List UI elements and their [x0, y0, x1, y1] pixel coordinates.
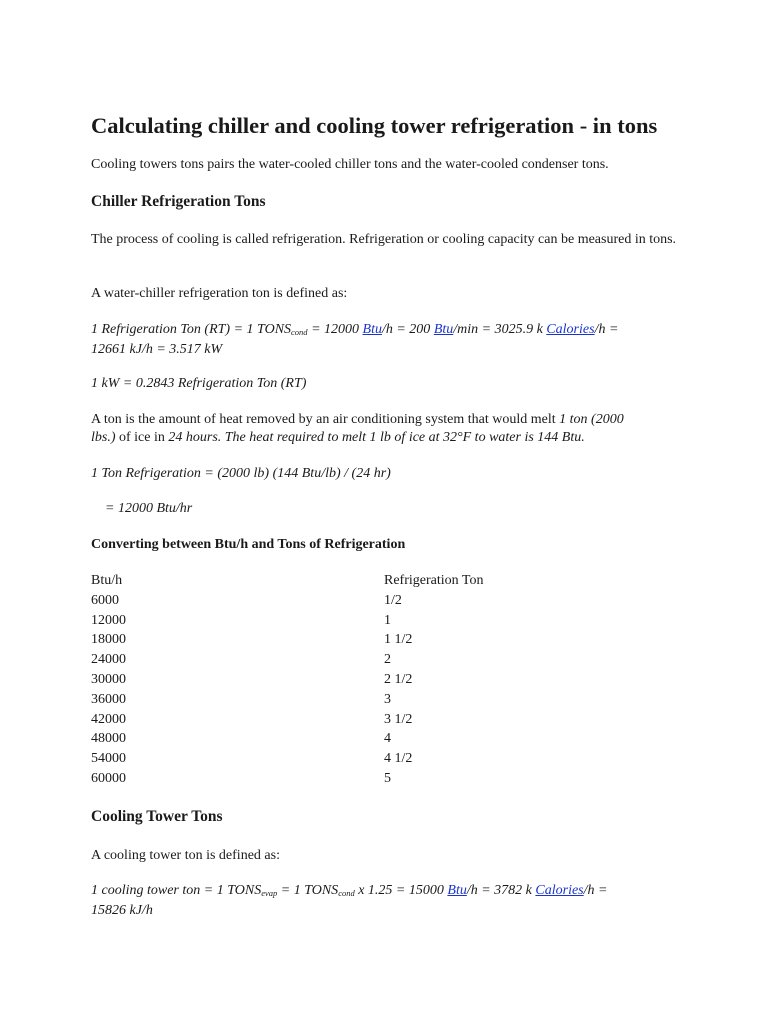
eq5-part-e: /h = — [583, 883, 608, 898]
btu-cell: 60000 — [91, 770, 126, 786]
btu-link[interactable]: Btu — [362, 322, 382, 337]
eq5-part-b: = 1 TONS — [277, 883, 339, 898]
btu-link[interactable]: Btu — [433, 322, 454, 337]
cooling-tower-definition-intro: A cooling tower ton is defined as: — [91, 848, 280, 863]
eq1-part-f: 12661 kJ/h = 3.517 kW — [91, 342, 223, 357]
eq1-part-e: /h = — [594, 322, 619, 337]
refrigeration-ton-equation — [91, 321, 681, 359]
cooling-tower-ton-equation — [91, 882, 681, 920]
eq5-part-f: 15826 kJ/h — [91, 903, 153, 918]
intro-paragraph: Cooling towers tons pairs the water-cooled chiller tons and the water-cooled condenser tons. — [91, 157, 609, 172]
ton-def-part-c: lbs.) — [91, 430, 116, 445]
table-row — [91, 650, 483, 670]
btu-cell: 42000 — [91, 711, 126, 727]
ton-cell: 2 1/2 — [384, 671, 413, 687]
ton-definition-paragraph — [91, 411, 681, 447]
conversion-table — [91, 571, 483, 789]
chiller-definition-intro: A water-chiller refrigeration ton is defined as: — [91, 286, 348, 301]
table-row — [91, 710, 483, 730]
ton-refrigeration-equation: 1 Ton Refrigeration = (2000 lb) (144 Btu/lb) / (24 hr) — [91, 466, 391, 481]
table-row — [91, 749, 483, 769]
chiller-paragraph: The process of cooling is called refrigeration. Refrigeration or cooling capacity can be measured in tons. — [91, 232, 677, 247]
eq5-part-c: x 1.25 = 15000 — [354, 883, 448, 898]
btu-cell: 18000 — [91, 632, 126, 648]
eq5-sub-cond: cond — [338, 888, 355, 898]
convert-heading: Converting between Btu/h and Tons of Refrigeration — [91, 537, 406, 552]
btu-cell: 54000 — [91, 751, 126, 767]
ton-def-part-e: 24 hours. The heat required to melt 1 lb of ice at 32°F to water is 144 Btu. — [168, 430, 585, 445]
chiller-heading: Chiller Refrigeration Tons — [91, 193, 266, 210]
btu-cell: 30000 — [91, 671, 126, 687]
eq1-part-c: /h = 200 — [381, 322, 434, 337]
table-row — [91, 591, 483, 611]
btu-cell: 48000 — [91, 731, 126, 747]
ton-def-part-b: 1 ton (2000 — [559, 412, 624, 427]
calories-link[interactable]: Calories — [546, 322, 595, 337]
ton-def-part-d: of ice in — [115, 430, 169, 445]
eq1-part-d: /min = 3025.9 k — [453, 322, 547, 337]
btu-cell: Btu/h — [91, 573, 123, 588]
ton-cell: 3 — [384, 691, 391, 707]
page-title: Calculating chiller and cooling tower refrigeration - in tons — [91, 113, 658, 138]
btu-link[interactable]: Btu — [447, 883, 467, 898]
btu-cell: 36000 — [91, 691, 126, 707]
ton-refrigeration-result: = 12000 Btu/hr — [105, 501, 193, 516]
btu-cell: 6000 — [91, 592, 119, 608]
ton-cell: Refrigeration Ton — [384, 573, 484, 588]
table-row — [91, 670, 483, 690]
eq1-part-b: = 12000 — [307, 322, 363, 337]
table-row — [91, 611, 483, 631]
eq5-part-a: 1 cooling tower ton = 1 TONS — [91, 883, 262, 898]
ton-cell: 2 — [384, 652, 391, 668]
eq1-sub-cond: cond — [291, 327, 308, 337]
ton-cell: 1 1/2 — [384, 632, 413, 648]
ton-def-part-a: A ton is the amount of heat removed by an air conditioning system that would melt — [91, 412, 560, 427]
table-row — [91, 729, 483, 749]
ton-cell: 4 — [384, 731, 391, 747]
calories-link[interactable]: Calories — [535, 883, 584, 898]
ton-cell: 5 — [384, 770, 391, 786]
table-row — [91, 769, 483, 789]
ton-cell: 3 1/2 — [384, 711, 413, 727]
ton-cell: 4 1/2 — [384, 751, 413, 767]
ton-cell: 1/2 — [384, 592, 402, 608]
eq5-sub-evap: evap — [261, 888, 278, 898]
cooling-tower-heading: Cooling Tower Tons — [91, 808, 223, 825]
kw-equation: 1 kW = 0.2843 Refrigeration Ton (RT) — [91, 376, 307, 391]
btu-cell: 24000 — [91, 652, 126, 668]
btu-cell: 12000 — [91, 612, 126, 628]
eq5-part-d: /h = 3782 k — [466, 883, 536, 898]
table-header-row — [91, 571, 483, 591]
table-row — [91, 630, 483, 650]
table-row — [91, 690, 483, 710]
eq1-part-a: 1 Refrigeration Ton (RT) = 1 TONS — [91, 322, 292, 337]
ton-cell: 1 — [384, 612, 391, 628]
